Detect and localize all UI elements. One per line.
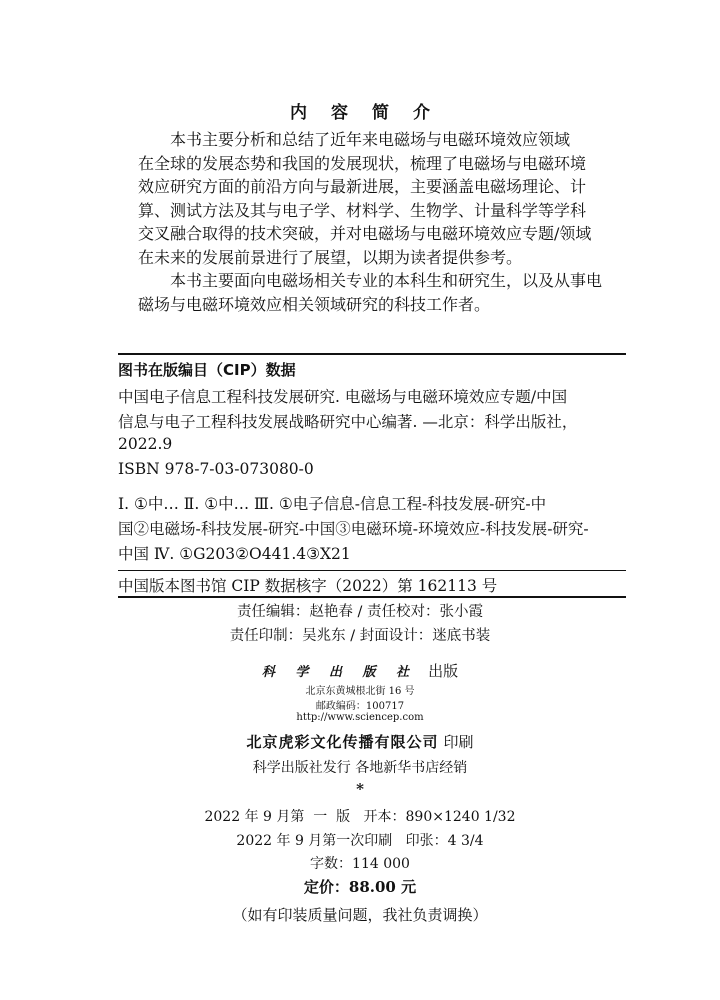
publisher-address: 北京东黄城根北街 16 号 [305,686,415,697]
intro-line: 在全球的发展态势和我国的发展现状，梳理了电磁场与电磁环境 [138,153,587,173]
intro-line: 磁场与电磁环境效应相关领域研究的科技工作者。 [138,294,491,314]
cip-number: 中国版本图书馆 CIP 数据核字（2022）第 162113 号 [118,577,498,595]
publisher-logo: 科 学 出 版 社 [261,665,417,680]
intro-line: 本书主要分析和总结了近年来电磁场与电磁环境效应领域 [170,130,571,149]
intro-line: 在未来的发展前景进行了展望，以期为读者提供参考。 [138,247,523,267]
publisher-line [0,660,720,681]
cip-record-line: 中国电子信息工程科技发展研究. 电磁场与电磁环境效应专题/中国 [118,388,568,406]
separator-asterisk: * [356,780,364,798]
edition-printing: 2022 年 9 月第一次印刷 印张：4 3/4 [236,833,484,849]
intro-paragraph-1 [138,128,626,269]
cip-bottom-rule [118,596,626,598]
cip-heading: 图书在版编目（CIP）数据 [118,361,296,379]
printer-suffix: 印刷 [443,733,474,751]
intro-line: 效应研究方面的前沿方向与最新进展，主要涵盖电磁场理论、计 [138,177,587,196]
intro-title-char: 简 [372,103,389,123]
intro-line: 本书主要面向电磁场相关专业的本科生和研究生，以及从事电 [170,271,603,290]
printer-name: 北京虎彩文化传播有限公司 [246,733,439,751]
intro-title-char: 容 [331,103,348,123]
publisher-postcode: 邮政编码：100717 [315,701,405,712]
intro-title-char: 介 [413,103,430,123]
price: 定价：88.00 元 [303,878,417,896]
intro-title-char: 内 [290,103,307,123]
publisher-suffix: 出版 [428,662,459,680]
printer-line [0,731,720,752]
intro-line: 交叉融合取得的技术突破，并对电磁场与电磁环境效应专题/领域 [138,224,592,243]
intro-paragraph-2 [138,269,626,316]
cip-mid-rule [118,570,626,571]
intro-line: 算、测试方法及其与电子学、材料学、生物学、计量科学等学科 [138,200,587,220]
distribution: 科学出版社发行 各地新华书店经销 [252,760,468,776]
isbn: ISBN 978-7-03-073080-0 [118,460,314,478]
intro-title [0,98,720,123]
classification-line: Ⅰ. ①中… Ⅱ. ①中… Ⅲ. ①电子信息-信息工程-科技发展-研究-中 [118,495,547,513]
quality-notice: （如有印装质量问题，我社负责调换） [232,906,488,924]
cip-top-rule [118,353,626,355]
cip-record-line: 信息与电子工程科技发展战略研究中心编著. —北京：科学出版社， [118,413,578,431]
classification-line: 中国 Ⅳ. ①G203②O441.4③X21 [118,545,351,563]
edition-first: 2022 年 9 月第 一 版 开本：890×1240 1/32 [204,809,516,825]
credits-editors: 责任编辑：赵艳春 / 责任校对：张小霞 [236,604,484,620]
word-count: 字数：114 000 [310,856,410,872]
publisher-website: http://www.sciencep.com [296,712,424,723]
cip-record-line: 2022.9 [118,435,173,453]
classification-line: 国②电磁场-科技发展-研究-中国③电磁环境-环境效应-科技发展-研究- [118,520,589,538]
credits-production: 责任印制：吴兆东 / 封面设计：迷底书装 [229,628,491,644]
